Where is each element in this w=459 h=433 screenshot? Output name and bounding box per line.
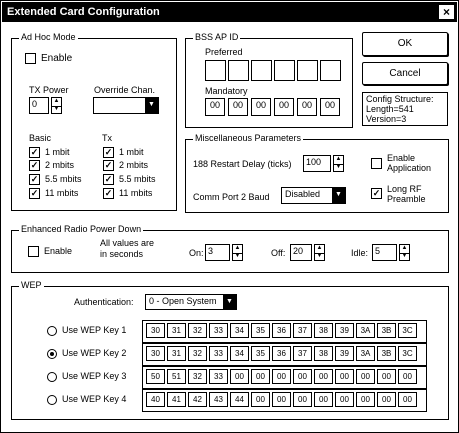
idle-input[interactable]: 5 (372, 244, 397, 261)
wep-key-4-field[interactable] (142, 389, 427, 412)
wep-key-1-byte[interactable]: 39 (335, 323, 354, 338)
wep-key-4-radio[interactable] (47, 395, 57, 405)
wep-key-2-byte[interactable]: 3B (377, 346, 396, 361)
wep-key-2-byte[interactable]: 39 (335, 346, 354, 361)
wep-key-4-byte[interactable]: 00 (335, 392, 354, 407)
off-spinner[interactable] (314, 244, 325, 261)
adhoc-enable-label: Enable (41, 53, 73, 64)
wep-key-2-byte[interactable]: 3C (398, 346, 417, 361)
spin-up-icon[interactable]: ▲ (315, 245, 324, 254)
tx-rate-11-checkbox[interactable]: ✓ (104, 188, 113, 198)
wep-key-4-byte[interactable]: 41 (167, 392, 186, 407)
bss-group-title: BSS AP ID (195, 32, 239, 42)
spin-up-icon[interactable]: ▲ (233, 245, 242, 254)
wep-key-3-byte[interactable]: 00 (377, 369, 396, 384)
wep-key-1-byte[interactable]: 31 (167, 323, 186, 338)
on-spinner[interactable] (232, 244, 243, 261)
authentication-label: Authentication: (74, 297, 134, 307)
mandatory-byte-6[interactable]: 00 (320, 98, 340, 116)
enable-application-checkbox[interactable] (371, 158, 382, 169)
wep-key-4-byte[interactable]: 42 (188, 392, 207, 407)
tx-power-spinner[interactable] (51, 97, 62, 114)
radio-power-enable-checkbox[interactable] (28, 246, 39, 257)
wep-key-4-byte[interactable]: 00 (377, 392, 396, 407)
radio-power-note-1: All values are (100, 238, 155, 248)
enable-application-label-2: Application (387, 163, 432, 173)
comm-port-baud-select[interactable] (281, 187, 346, 204)
wep-key-4-byte[interactable]: 40 (146, 392, 165, 407)
on-label: On: (189, 248, 204, 258)
mandatory-byte-3[interactable]: 00 (251, 98, 271, 116)
wep-group (11, 280, 449, 420)
wep-key-2-byte[interactable]: 30 (146, 346, 165, 361)
preferred-byte-4[interactable] (274, 60, 295, 81)
spin-up-icon[interactable]: ▲ (334, 156, 343, 165)
wep-key-2-label: Use WEP Key 2 (62, 348, 127, 358)
wep-key-1-byte[interactable]: 3A (356, 323, 375, 338)
wep-key-4-byte[interactable]: 00 (356, 392, 375, 407)
radio-power-group (11, 224, 449, 273)
wep-key-3-byte[interactable]: 00 (293, 369, 312, 384)
preferred-byte-5[interactable] (297, 60, 318, 81)
off-input[interactable]: 20 (290, 244, 312, 261)
wep-key-2-byte[interactable]: 34 (230, 346, 249, 361)
basic-rate-2-label: 2 mbits (45, 160, 75, 170)
mandatory-byte-2[interactable]: 00 (228, 98, 248, 116)
wep-key-2-field[interactable] (142, 343, 427, 366)
config-length: Length=541 (366, 104, 414, 114)
wep-key-3-radio[interactable] (47, 372, 57, 382)
config-structure-box (362, 92, 448, 126)
wep-key-1-byte[interactable]: 38 (314, 323, 333, 338)
wep-key-1-byte[interactable]: 33 (209, 323, 228, 338)
long-rf-preamble-checkbox[interactable]: ✓ (372, 188, 381, 198)
wep-key-4-byte[interactable]: 00 (314, 392, 333, 407)
wep-key-3-byte[interactable]: 00 (356, 369, 375, 384)
basic-rate-5-label: 5.5 mbits (45, 174, 82, 184)
adhoc-enable-checkbox[interactable] (25, 53, 36, 64)
off-label: Off: (271, 248, 286, 258)
wep-group-title: WEP (21, 280, 42, 290)
tx-rates-label: Tx (102, 133, 112, 143)
tx-rate-5-checkbox[interactable]: ✓ (104, 174, 113, 184)
wep-key-3-byte[interactable]: 50 (146, 369, 165, 384)
wep-key-1-byte[interactable]: 3B (377, 323, 396, 338)
wep-key-3-byte[interactable]: 00 (398, 369, 417, 384)
basic-rate-1-label: 1 mbit (45, 147, 70, 157)
wep-key-4-label: Use WEP Key 4 (62, 394, 127, 404)
chevron-down-icon[interactable]: ▼ (145, 98, 158, 113)
wep-key-2-radio[interactable] (47, 349, 57, 359)
basic-rate-2-checkbox[interactable]: ✓ (30, 160, 39, 170)
adhoc-group-title: Ad Hoc Mode (21, 32, 76, 42)
spin-down-icon[interactable]: ▼ (316, 252, 323, 259)
spin-up-icon[interactable]: ▲ (52, 98, 61, 107)
wep-key-4-byte[interactable]: 00 (272, 392, 291, 407)
basic-rate-5-checkbox[interactable]: ✓ (30, 174, 39, 184)
enable-application-label-1: Enable (387, 153, 416, 163)
chevron-down-icon[interactable]: ▼ (223, 295, 236, 309)
tx-rate-2-label: 2 mbits (119, 160, 149, 170)
mandatory-byte-1[interactable]: 00 (205, 98, 225, 116)
comm-port-label: Comm Port 2 Baud (193, 192, 270, 202)
override-chan-select[interactable] (93, 97, 159, 114)
cancel-button[interactable]: Cancel (362, 62, 448, 85)
tx-rate-1-label: 1 mbit (119, 147, 144, 157)
adhoc-group (11, 32, 177, 211)
basic-label: Basic (29, 133, 52, 143)
wep-key-3-byte[interactable]: 00 (230, 369, 249, 384)
basic-rate-11-checkbox[interactable]: ✓ (30, 188, 39, 198)
comm-port-baud-value: Disabled (285, 189, 321, 199)
preferred-byte-1[interactable] (205, 60, 226, 81)
restart-delay-input[interactable]: 100 (303, 155, 331, 172)
radio-power-group-title: Enhanced Radio Power Down (21, 224, 142, 234)
radio-power-note-2: in seconds (100, 249, 144, 259)
restart-delay-spinner[interactable] (333, 155, 344, 172)
authentication-value: 0 - Open System (149, 296, 217, 306)
ok-button[interactable]: OK (362, 32, 448, 56)
basic-rate-1-checkbox[interactable]: ✓ (30, 147, 39, 157)
wep-key-1-radio[interactable] (47, 326, 57, 336)
authentication-select[interactable] (145, 294, 237, 310)
misc-group (185, 133, 449, 213)
wep-key-2-byte[interactable]: 3A (356, 346, 375, 361)
mandatory-label: Mandatory (205, 86, 248, 96)
wep-key-1-byte[interactable]: 30 (146, 323, 165, 338)
on-input[interactable]: 3 (205, 244, 230, 261)
wep-key-4-byte[interactable]: 00 (398, 392, 417, 407)
wep-key-2-byte[interactable]: 35 (251, 346, 270, 361)
wep-key-1-byte[interactable]: 37 (293, 323, 312, 338)
tx-rate-5-label: 5.5 mbits (119, 174, 156, 184)
preferred-byte-2[interactable] (228, 60, 249, 81)
wep-key-3-label: Use WEP Key 3 (62, 371, 127, 381)
bss-group (185, 32, 353, 128)
basic-rate-11-label: 11 mbits (45, 188, 79, 198)
wep-key-3-byte[interactable]: 51 (167, 369, 186, 384)
wep-key-1-byte[interactable]: 35 (251, 323, 270, 338)
wep-key-4-byte[interactable]: 00 (251, 392, 270, 407)
tx-power-label: TX Power (29, 85, 69, 95)
wep-key-3-byte[interactable]: 00 (272, 369, 291, 384)
config-structure-line-1: Config Structure: (366, 94, 434, 104)
wep-key-3-byte[interactable]: 00 (335, 369, 354, 384)
window-title: Extended Card Configuration (7, 6, 160, 18)
preferred-label: Preferred (205, 47, 243, 57)
radio-power-enable-label: Enable (44, 246, 73, 256)
long-rf-preamble-label-2: Preamble (387, 194, 426, 204)
override-chan-label: Override Chan. (94, 85, 156, 95)
chevron-down-icon[interactable]: ▼ (332, 188, 345, 203)
mandatory-byte-5[interactable]: 00 (297, 98, 317, 116)
spin-down-icon[interactable]: ▼ (335, 163, 342, 170)
mandatory-byte-4[interactable]: 00 (274, 98, 294, 116)
restart-delay-label: 188 Restart Delay (ticks) (193, 159, 292, 169)
spin-down-icon[interactable]: ▼ (401, 252, 408, 259)
wep-key-3-byte[interactable]: 00 (314, 369, 333, 384)
wep-key-2-byte[interactable]: 33 (209, 346, 228, 361)
misc-group-title: Miscellaneous Parameters (195, 133, 302, 143)
wep-key-2-byte[interactable]: 31 (167, 346, 186, 361)
wep-key-3-field[interactable] (142, 366, 427, 389)
wep-key-1-byte[interactable]: 3C (398, 323, 417, 338)
spin-down-icon[interactable]: ▼ (53, 105, 60, 112)
tx-power-input[interactable]: 0 (29, 97, 49, 114)
wep-key-3-byte[interactable]: 00 (251, 369, 270, 384)
tx-rate-11-label: 11 mbits (119, 188, 153, 198)
wep-key-4-byte[interactable]: 00 (293, 392, 312, 407)
wep-key-1-byte[interactable]: 36 (272, 323, 291, 338)
wep-key-3-byte[interactable]: 32 (188, 369, 207, 384)
idle-spinner[interactable] (399, 244, 410, 261)
idle-label: Idle: (351, 248, 369, 258)
wep-key-2-byte[interactable]: 38 (314, 346, 333, 361)
close-icon[interactable]: × (439, 5, 454, 19)
wep-key-1-field[interactable] (142, 320, 427, 343)
tx-rate-2-checkbox[interactable]: ✓ (104, 160, 113, 170)
spin-up-icon[interactable]: ▲ (400, 245, 409, 254)
wep-key-1-byte[interactable]: 32 (188, 323, 207, 338)
title-bar (2, 2, 457, 22)
long-rf-preamble-label-1: Long RF (387, 184, 422, 194)
wep-key-2-byte[interactable]: 37 (293, 346, 312, 361)
wep-key-1-byte[interactable]: 34 (230, 323, 249, 338)
wep-key-1-label: Use WEP Key 1 (62, 325, 127, 335)
config-version: Version=3 (366, 114, 407, 124)
wep-key-3-byte[interactable]: 33 (209, 369, 228, 384)
wep-key-2-byte[interactable]: 36 (272, 346, 291, 361)
preferred-byte-3[interactable] (251, 60, 272, 81)
wep-key-4-byte[interactable]: 43 (209, 392, 228, 407)
tx-rate-1-checkbox[interactable]: ✓ (104, 147, 113, 157)
spin-down-icon[interactable]: ▼ (234, 252, 241, 259)
wep-key-4-byte[interactable]: 44 (230, 392, 249, 407)
preferred-byte-6[interactable] (320, 60, 341, 81)
wep-key-2-byte[interactable]: 32 (188, 346, 207, 361)
